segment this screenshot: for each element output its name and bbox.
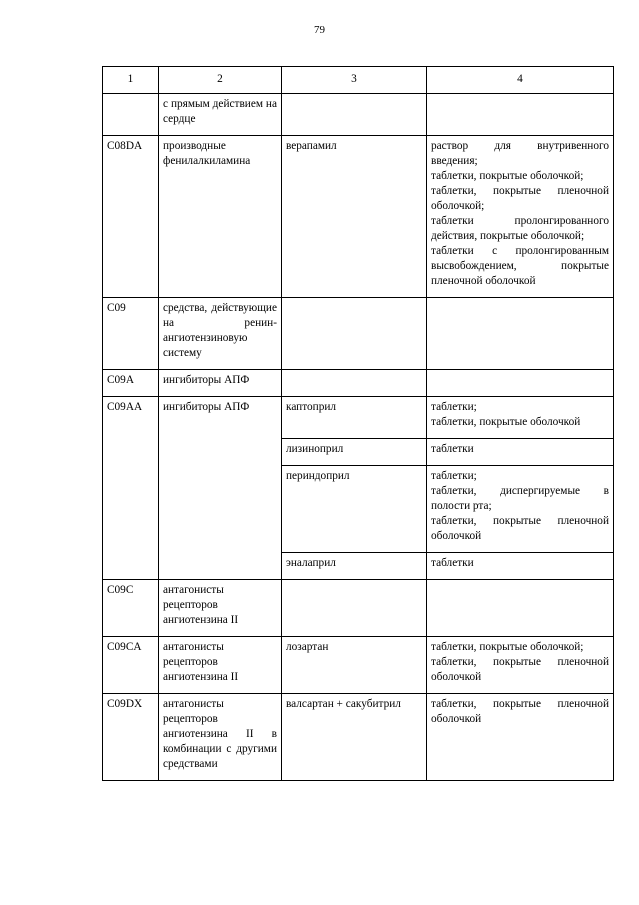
table-row [103, 694, 614, 781]
atc-code-cell [103, 94, 159, 136]
dosage-form: таблетки, покрытые пленочной оболочкой [431, 656, 609, 683]
atc-code-cell: C09CA [103, 637, 159, 694]
drug-name-cell: лизиноприл [282, 439, 427, 466]
dosage-form: таблетки, покрытые пленочной оболочкой [431, 515, 609, 542]
group-name-cell: производные фенилалкиламина [159, 136, 282, 298]
dosage-forms-cell [427, 439, 614, 466]
dosage-forms-cell [427, 637, 614, 694]
atc-code-cell: C09 [103, 298, 159, 370]
column-header: 2 [159, 67, 282, 94]
group-name-cell: ингибиторы АПФ [159, 397, 282, 580]
dosage-form: таблетки, покрытые пленочной оболочкой [431, 698, 609, 725]
dosage-forms-cell [427, 466, 614, 553]
page-number: 79 [314, 24, 325, 36]
group-name-cell: с прямым действием на сердце [159, 94, 282, 136]
dosage-form: таблетки, покрытые оболочкой; [431, 170, 584, 182]
dosage-form: таблетки, покрытые оболочкой; [431, 641, 584, 653]
column-header: 4 [427, 67, 614, 94]
dosage-form: таблетки, покрытые пленочной оболочкой; [431, 185, 609, 212]
table-row [103, 94, 614, 136]
drug-table [102, 66, 614, 781]
atc-code-cell: C09C [103, 580, 159, 637]
dosage-form: таблетки; [431, 470, 477, 482]
dosage-forms-cell [427, 397, 614, 439]
drug-name-cell: периндоприл [282, 466, 427, 553]
drug-name-cell: верапамил [282, 136, 427, 298]
dosage-forms-cell [427, 694, 614, 781]
dosage-form: таблетки, диспергируемые в полости рта; [431, 485, 609, 512]
drug-name-cell [282, 580, 427, 637]
drug-name-cell: лозартан [282, 637, 427, 694]
atc-code-cell: C09DX [103, 694, 159, 781]
column-header: 3 [282, 67, 427, 94]
table-row [103, 637, 614, 694]
drug-name-cell: каптоприл [282, 397, 427, 439]
dosage-form: таблетки [431, 443, 474, 455]
dosage-form: таблетки [431, 557, 474, 569]
table-row [103, 136, 614, 298]
dosage-forms-cell [427, 94, 614, 136]
table-row [103, 397, 614, 439]
column-header: 1 [103, 67, 159, 94]
group-name-cell: ингибиторы АПФ [159, 370, 282, 397]
group-name-cell: средства, действующие на ренин-ангиотензиновую систему [159, 298, 282, 370]
dosage-forms-cell [427, 136, 614, 298]
table-header-row [103, 67, 614, 94]
group-name-cell: антагонисты рецепторов ангиотензина II [159, 637, 282, 694]
dosage-forms-cell [427, 298, 614, 370]
table-row [103, 370, 614, 397]
table-row [103, 580, 614, 637]
group-name-cell: антагонисты рецепторов ангиотензина II в комбинации с другими средствами [159, 694, 282, 781]
dosage-form: таблетки, покрытые оболочкой [431, 416, 581, 428]
drug-name-cell: валсартан + сакубитрил [282, 694, 427, 781]
atc-code-cell: C09A [103, 370, 159, 397]
group-name-cell: антагонисты рецепторов ангиотензина II [159, 580, 282, 637]
table-row [103, 298, 614, 370]
drug-name-cell [282, 370, 427, 397]
atc-code-cell: C09AA [103, 397, 159, 580]
dosage-form: таблетки с пролонгированным высвобождением, покрытые пленочной оболочкой [431, 245, 609, 287]
drug-name-cell [282, 298, 427, 370]
dosage-forms-cell [427, 370, 614, 397]
dosage-form: таблетки; [431, 401, 477, 413]
dosage-forms-cell [427, 553, 614, 580]
dosage-form: раствор для внутривенного введения; [431, 140, 609, 167]
drug-name-cell: эналаприл [282, 553, 427, 580]
dosage-form: таблетки пролонгированного действия, покрытые оболочкой; [431, 215, 609, 242]
drug-name-cell [282, 94, 427, 136]
table-body [103, 94, 614, 781]
dosage-forms-cell [427, 580, 614, 637]
atc-code-cell: C08DA [103, 136, 159, 298]
